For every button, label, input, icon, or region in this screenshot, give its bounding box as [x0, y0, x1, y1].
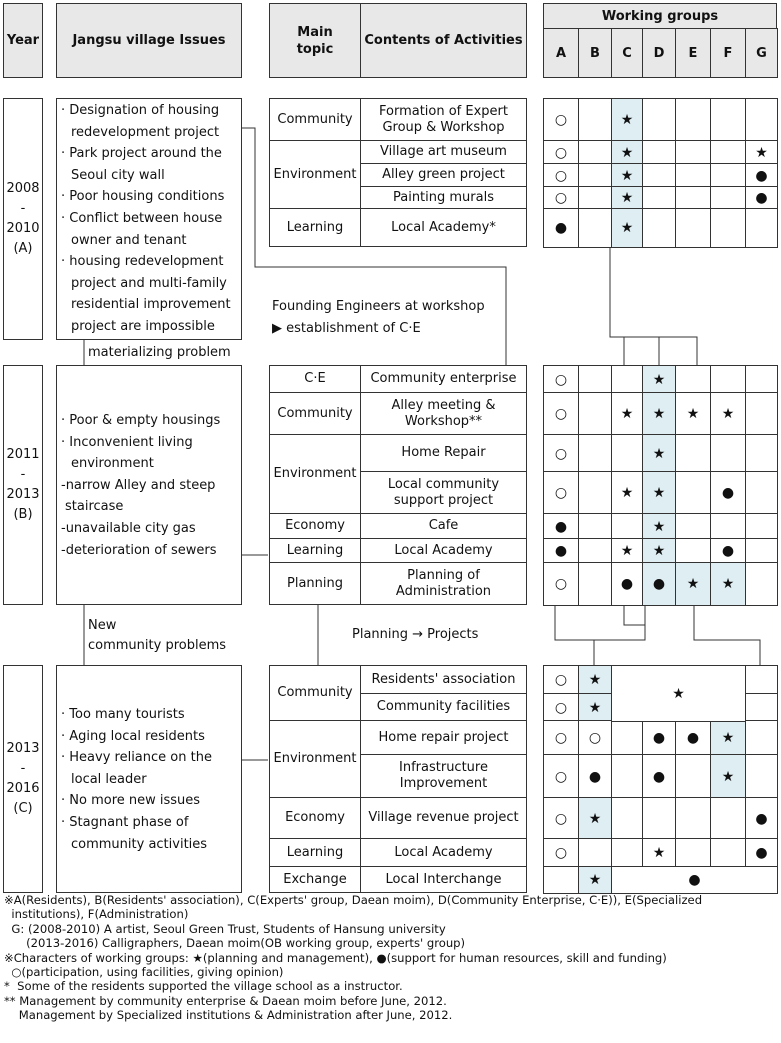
footnote-line: * Some of the residents supported the village school as a instructor. [4, 979, 403, 994]
activity-cell: Community facilities [360, 693, 527, 721]
working-group-mark [611, 797, 643, 840]
working-group-mark: ★ [642, 392, 676, 436]
footnote-line: ※A(Residents), B(Residents' association), C(Experts' group, Daean moim), D(Community Enterprise, C·E)), E(Specialized [4, 893, 703, 907]
working-group-mark: ○ [543, 797, 579, 840]
topic-learning: Learning [269, 838, 361, 867]
working-group-mark [710, 797, 746, 840]
working-group-mark [710, 838, 746, 868]
working-group-mark: ● [642, 562, 676, 606]
activity-cell: Local Academy [360, 838, 527, 867]
year-period-c: 2013 - 2016 (C) [3, 665, 43, 893]
activity-cell: Cafe [360, 513, 527, 539]
working-group-mark: ○ [543, 693, 579, 722]
issue-item: -narrow Alley and steep staircase [61, 477, 216, 515]
working-group-mark [745, 513, 778, 540]
header-issues: Jangsu village Issues [56, 3, 242, 78]
working-group-f: F [710, 28, 746, 78]
topic-learning: Learning [269, 208, 361, 247]
activity-cell: Local community support project [360, 471, 527, 514]
activity-cell: Formation of Expert Group & Workshop [360, 98, 527, 141]
activity-cell: Village art museum [360, 140, 527, 164]
working-group-c: C [611, 28, 643, 78]
working-group-mark [710, 186, 746, 210]
working-group-mark [611, 720, 643, 756]
working-group-mark [745, 98, 778, 142]
working-group-a: A [543, 28, 579, 78]
working-group-mark: ★ [675, 562, 711, 606]
working-group-mark [611, 754, 643, 799]
issue-item: · Aging local residents [61, 728, 205, 744]
topic-economy: Economy [269, 797, 361, 839]
working-group-mark [642, 98, 676, 142]
working-group-mark [578, 365, 612, 394]
working-group-mark: ○ [543, 186, 579, 210]
year-period-b: 2011 - 2013 (B) [3, 365, 43, 605]
footnote-line: Management by Specialized institutions & Administration after June, 2012. [4, 1008, 453, 1023]
working-group-mark: ★ [611, 208, 643, 248]
working-group-mark [745, 720, 778, 756]
working-group-mark [745, 471, 778, 515]
working-group-mark [543, 866, 579, 894]
activity-cell: Village revenue project [360, 797, 527, 839]
issues-period-b [56, 365, 242, 605]
working-group-mark: ★ [642, 471, 676, 515]
working-group-mark: ★ [642, 365, 676, 394]
issue-item: -deterioration of sewers [61, 542, 217, 558]
working-group-mark: ★ [611, 392, 643, 436]
label-new-community-problems: New community problems [88, 616, 226, 656]
working-group-mark: ○ [543, 140, 579, 165]
working-group-mark [675, 838, 711, 868]
issue-item: · Heavy reliance on the local leader [61, 750, 212, 787]
working-group-mark [745, 562, 778, 606]
working-group-mark: ○ [543, 562, 579, 606]
issue-item: · Stagnant phase of community activities [61, 814, 208, 852]
issue-item: · Poor housing conditions [61, 189, 225, 205]
footnote-line: ※Characters of working groups: ★(planning and management), ●(support for human resources, skill and funding) [4, 950, 667, 965]
working-group-mark: ★ [611, 471, 643, 515]
working-group-mark [745, 208, 778, 248]
working-group-mark: ★ [578, 665, 612, 695]
working-group-mark: ★ [642, 838, 676, 868]
working-group-mark [578, 471, 612, 515]
working-group-mark: ● [675, 720, 711, 756]
issue-item: -unavailable city gas [61, 520, 196, 536]
working-group-mark: ○ [543, 365, 579, 394]
working-group-mark: ★ [611, 140, 643, 165]
working-group-mark: ○ [578, 720, 612, 756]
working-group-mark [642, 208, 676, 248]
issue-item: · Conflict between house owner and tenant [61, 210, 223, 248]
header-year: Year [3, 3, 43, 78]
working-group-mark: ★ [745, 140, 778, 165]
working-group-mark [675, 140, 711, 165]
footnote-line: ** Management by community enterprise & Daean moim before June, 2012. [4, 993, 447, 1008]
header-working-groups: Working groups [543, 3, 777, 29]
working-group-mark [675, 163, 711, 188]
working-group-mark: ○ [543, 665, 579, 695]
working-group-mark: ★ [710, 720, 746, 756]
issues-period-a [56, 98, 242, 340]
issue-item: · Designation of housing redevelopment project [61, 103, 220, 140]
working-group-mark [675, 513, 711, 540]
topic-environment: Environment [269, 720, 361, 798]
activity-cell: Local Academy [360, 538, 527, 563]
activity-cell: Alley green project [360, 163, 527, 187]
working-group-mark: ● [543, 513, 579, 540]
working-group-d: D [642, 28, 676, 78]
working-group-mark: ★ [710, 754, 746, 799]
topic-community: Community [269, 392, 361, 435]
issue-item: · No more new issues [61, 793, 201, 809]
working-group-mark: ● [745, 797, 778, 840]
working-group-mark: ○ [543, 720, 579, 756]
working-group-mark [578, 186, 612, 210]
working-group-mark [578, 538, 612, 564]
issue-item: · Too many tourists [61, 707, 185, 722]
topic-exchange: Exchange [269, 866, 361, 893]
working-group-mark: ★ [611, 186, 643, 210]
topic-community: Community [269, 665, 361, 721]
working-group-g: G [745, 28, 778, 78]
working-group-mark [642, 797, 676, 840]
working-group-mark: ● [578, 754, 612, 799]
working-group-mark: ★ [611, 98, 643, 142]
activity-cell: Home repair project [360, 720, 527, 755]
working-group-mark [675, 471, 711, 515]
topic-planning: Planning [269, 562, 361, 605]
working-group-mark: ★ [642, 538, 676, 564]
working-group-mark: ● [642, 720, 676, 756]
working-group-mark [745, 693, 778, 722]
working-group-e: E [675, 28, 711, 78]
working-group-mark: ● [543, 538, 579, 564]
working-group-mark [578, 140, 612, 165]
working-group-mark [578, 392, 612, 436]
working-group-mark: ● [745, 186, 778, 210]
working-group-mark: ★ [642, 434, 676, 473]
working-group-mark [642, 186, 676, 210]
working-group-mark: ○ [543, 163, 579, 188]
working-group-mark: ○ [543, 392, 579, 436]
working-group-mark [578, 163, 612, 188]
working-group-mark [745, 665, 778, 695]
working-group-mark [710, 98, 746, 142]
working-group-mark [710, 140, 746, 165]
working-group-mark: ★ [578, 866, 612, 894]
working-group-mark [642, 140, 676, 165]
activity-cell: Local Interchange [360, 866, 527, 893]
topic-ce: C·E [269, 365, 361, 393]
working-group-mark [745, 434, 778, 473]
working-group-mark: ★ [611, 163, 643, 188]
working-group-mark [675, 208, 711, 248]
working-group-mark [578, 513, 612, 540]
label-planning-projects: Planning → Projects [352, 625, 478, 645]
working-group-mark: ● [710, 538, 746, 564]
year-period-a: 2008 - 2010 (A) [3, 98, 43, 340]
footnote-line: ○(participation, using facilities, giving opinion) [4, 965, 284, 980]
working-group-mark [578, 562, 612, 606]
working-group-mark [710, 365, 746, 394]
working-group-mark [675, 538, 711, 564]
working-group-mark-merged: ● [611, 866, 778, 894]
activity-cell: Community enterprise [360, 365, 527, 393]
footnote-line: institutions), F(Administration) [4, 907, 189, 922]
header-main-topic: Main topic [269, 3, 361, 78]
working-group-mark [578, 434, 612, 473]
working-group-mark: ● [611, 562, 643, 606]
working-group-mark [642, 163, 676, 188]
working-group-mark [611, 513, 643, 540]
activity-cell: Local Academy* [360, 208, 527, 247]
label-founding-engineers: Founding Engineers at workshop ▶ establishment of C·E [272, 296, 485, 340]
working-group-mark: ○ [543, 838, 579, 868]
activity-cell: Home Repair [360, 434, 527, 472]
working-group-mark: ○ [543, 754, 579, 799]
working-group-mark [675, 365, 711, 394]
working-group-mark: ● [543, 208, 579, 248]
issue-item: · Inconvenient living environment [61, 434, 193, 472]
working-group-mark [675, 434, 711, 473]
working-group-mark [611, 838, 643, 868]
working-group-mark [675, 797, 711, 840]
working-group-mark: ★ [611, 538, 643, 564]
footnote-line: G: (2008-2010) A artist, Seoul Green Trust, Students of Hansung university [4, 921, 446, 936]
working-group-mark: ● [642, 754, 676, 799]
working-group-mark [578, 208, 612, 248]
topic-economy: Economy [269, 513, 361, 539]
working-group-mark: ● [745, 163, 778, 188]
label-materializing-problem: materializing problem [88, 343, 231, 363]
working-group-mark-merged: ★ [611, 665, 746, 722]
activity-cell: Infrastructure Improvement [360, 754, 527, 798]
footnote-line: (2013-2016) Calligraphers, Daean moim(OB working group, experts' group) [4, 936, 466, 951]
working-group-b: B [578, 28, 612, 78]
working-group-mark [675, 754, 711, 799]
topic-environment: Environment [269, 434, 361, 514]
working-group-mark: ★ [642, 513, 676, 540]
working-group-mark: ★ [578, 693, 612, 722]
working-group-mark [710, 208, 746, 248]
working-group-mark: ○ [543, 98, 579, 142]
working-group-mark [710, 513, 746, 540]
working-group-mark [611, 365, 643, 394]
issues-period-c [56, 665, 242, 893]
working-group-mark [578, 98, 612, 142]
working-group-mark: ○ [543, 434, 579, 473]
working-group-mark: ○ [543, 471, 579, 515]
working-group-mark: ★ [675, 392, 711, 436]
working-group-mark [745, 538, 778, 564]
topic-environment: Environment [269, 140, 361, 209]
activity-cell: Painting murals [360, 186, 527, 209]
working-group-mark: ● [745, 838, 778, 868]
activity-cell: Alley meeting & Workshop** [360, 392, 527, 435]
topic-community: Community [269, 98, 361, 141]
working-group-mark: ● [710, 471, 746, 515]
working-group-mark [745, 365, 778, 394]
working-group-mark [675, 186, 711, 210]
activity-cell: Planning of Administration [360, 562, 527, 605]
working-group-mark [578, 838, 612, 868]
working-group-mark [611, 434, 643, 473]
working-group-mark [745, 754, 778, 799]
working-group-mark: ★ [710, 562, 746, 606]
issue-item: · housing redevelopment project and multi-family residential improvement project are impossible [61, 254, 231, 334]
activity-cell: Residents' association [360, 665, 527, 694]
topic-learning: Learning [269, 538, 361, 563]
issue-item: · Poor & empty housings [61, 413, 221, 428]
footnotes [4, 893, 779, 1023]
working-group-mark: ★ [578, 797, 612, 840]
working-group-mark: ★ [710, 392, 746, 436]
working-group-mark [710, 163, 746, 188]
header-contents: Contents of Activities [360, 3, 527, 78]
working-group-mark [745, 392, 778, 436]
issue-item: · Park project around the Seoul city wall [61, 146, 222, 183]
working-group-mark [675, 98, 711, 142]
working-group-mark [710, 434, 746, 473]
